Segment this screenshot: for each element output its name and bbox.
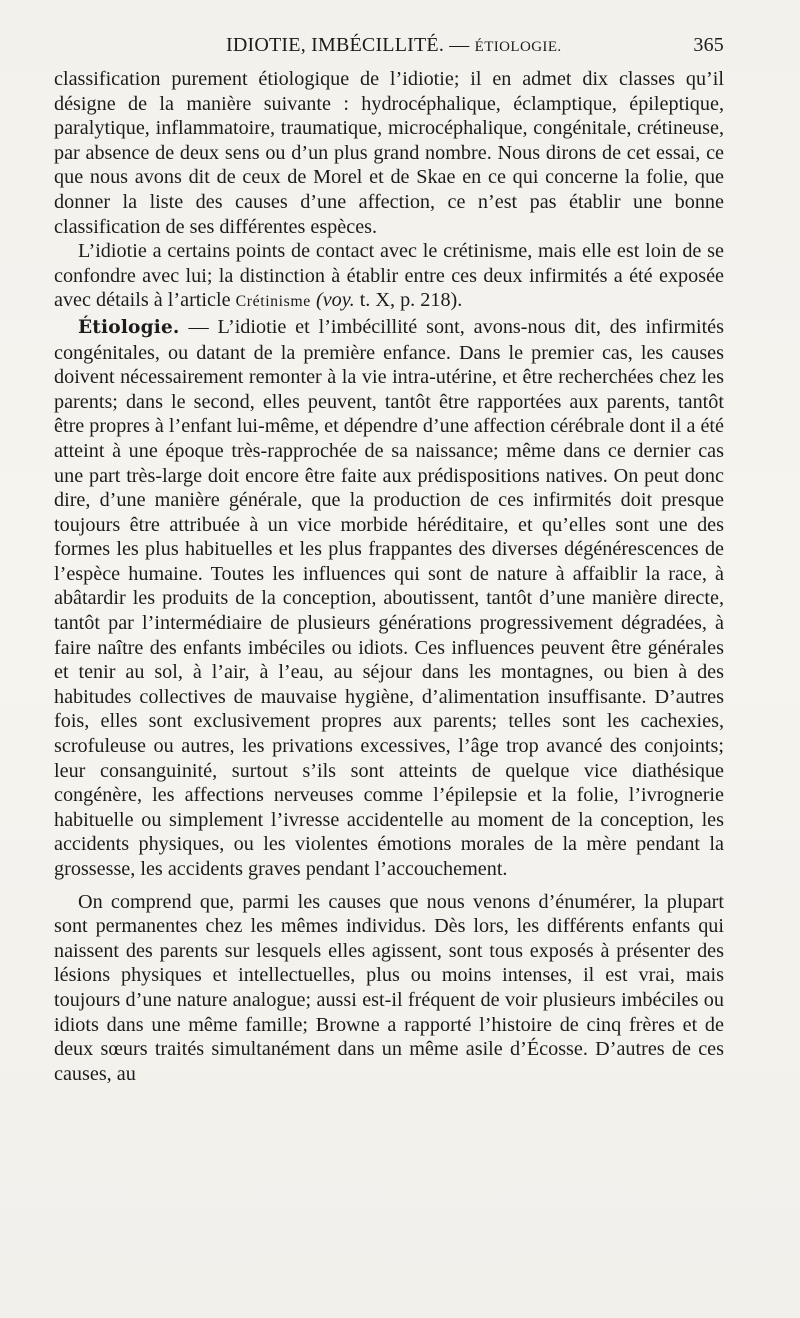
cross-reference-voy: (voy. (315, 289, 355, 312)
page-header (54, 34, 724, 60)
paragraph-cretinisme (54, 239, 724, 315)
paragraph-etiologie (54, 315, 724, 882)
paragraph-classification: classification purement étiologique de l’idiotie; il en admet dix classes qu’il désigne de la manière suivante : hydrocéphalique, éclamptique, épileptique, paralytique, inflammatoire, traumatique, microcéphalique, congénitale, crétineuse, par absence de deux sens ou d’un plus grand nombre. Nous dirons de cet essai, ce que nous avons dit de ceux de Morel et de Skae en ce qui concerne la folie, que donner la liste des causes d’une affection, ce n’est pas établir une bonne classification de ses différentes espèces. (54, 68, 724, 238)
section-heading-etiologie: Étiologie. (78, 316, 180, 338)
paragraph-causes: On comprend que, parmi les causes que nous venons d’énumérer, la plupart sont permanentes chez les mêmes individus. Dès lors, les différents enfants qui naissent des parents sur lesquels elles agissent, sont tous exposés à présenter des lésions physiques et intellectuelles, plus ou moins intenses, il est vrai, mais toujours d’une nature analogue; aussi est-il fréquent de voir plusieurs imbéciles ou idiots dans une même famille; Browne a rapporté l’histoire de cinq frères et de deux sœurs traités simultanément dans un même asile d’Écosse. D’autres de ces causes, au (54, 890, 724, 1085)
page-number: 365 (693, 34, 724, 56)
section-title: ÉTIOLOGIE. (474, 39, 562, 55)
running-title-text: IDIOTIE, IMBÉCILLITÉ. — (226, 34, 470, 56)
paragraph-cretinisme-text: L’idiotie a certains points de contact avec le crétinisme, mais elle est loin de se confondre avec lui; la distinction à établir entre ces deux infirmités a été exposée avec détails à l’article (54, 240, 724, 312)
cross-reference-cretinisme: Crétinisme (235, 293, 311, 311)
body-text (54, 67, 724, 1086)
cross-reference-volume: t. X, p. 218). (359, 289, 463, 312)
paragraph-etiologie-text: — L’idiotie et l’imbécillité sont, avons-nous dit, des infirmités congénitales, ou datant de la première enfance. Dans le premier cas, les causes doivent nécessairement remonter à la vie intra-utérine, et être recherchées chez les parents; dans le second, elles peuvent, tantôt être rapportées aux parents, tantôt être propres à l’enfant lui-même, et dépendre d’une affection cérébrale dont il a été atteint à une époque très-rapprochée de sa naissance; même dans ce dernier cas une part très-large doit encore être faite aux prédispositions natives. On peut donc dire, d’une manière générale, que la production de ces infirmités doit presque toujours être attribuée à un vice morbide héréditaire, et qu’elles sont une des formes les plus habituelles et les plus frappantes des diverses dégénérescences de l’espèce humaine. Toutes les influences qui sont de nature à affaiblir la race, à abâtardir les produits de la conception, aboutissent, tantôt d’une manière directe, tantôt par l’intermédiaire de plusieurs générations progressivement dégradées, à faire naître des enfants imbéciles ou idiots. Ces influences peuvent être générales et tenir au sol, à l’air, à l’eau, au séjour dans les montagnes, ou bien à des habitudes collectives de mauvaise hygiène, d’alimentation insuffisante. D’autres fois, elles sont exclusivement propres aux parents; telles sont les cachexies, scrofuleuse ou autres, les privations excessives, l’âge trop avancé des conjoints; leur consanguinité, surtout s’ils sont atteints de quelque vice diathésique congénère, les affections nerveuses comme l’épilepsie et la folie, l’ivrognerie habituelle ou simplement l’ivresse accidentelle au moment de la conception, les accidents physiques, ou les violentes émotions morales de la mère pendant la grossesse, les accidents graves pendant l’accouchement. (54, 315, 724, 880)
running-title (226, 34, 562, 57)
